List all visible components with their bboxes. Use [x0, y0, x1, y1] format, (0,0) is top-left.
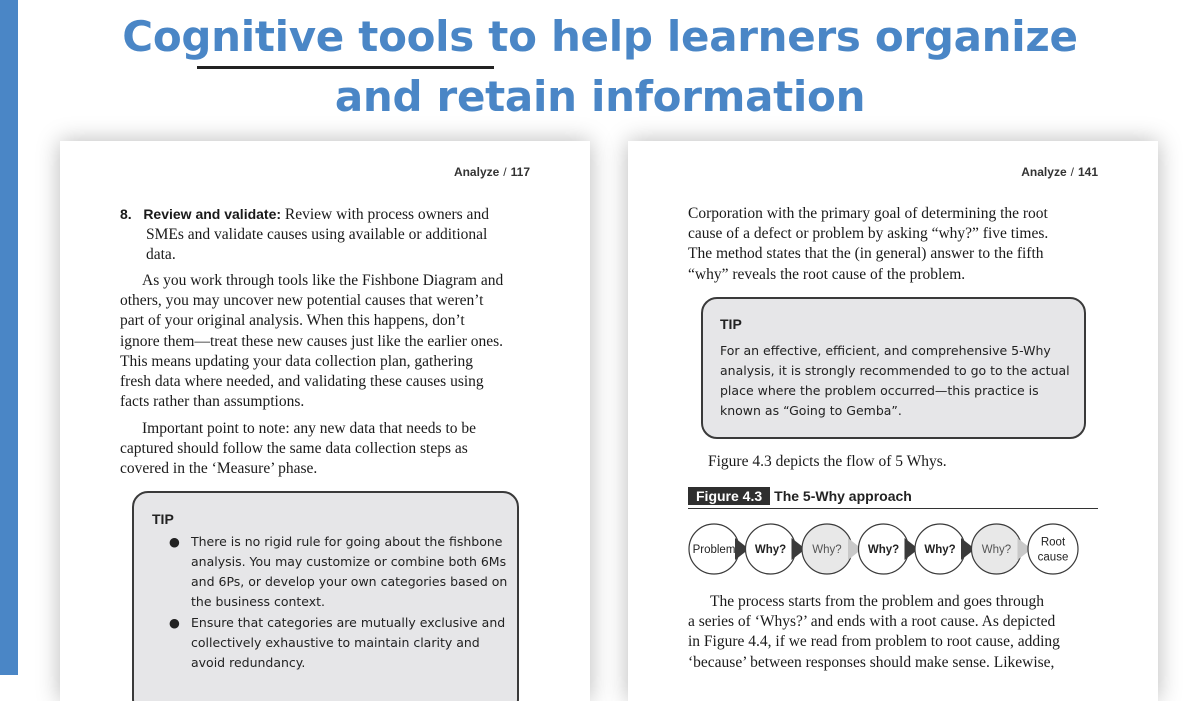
flow-node [859, 524, 909, 574]
tip-line: place where the problem occurred—this practice is [720, 383, 1039, 398]
text-line: Corporation with the primary goal of determining the root [688, 205, 1048, 222]
text-line: ‘because’ between responses should make sense. Likewise, [688, 653, 1055, 671]
paragraph-1 [120, 271, 560, 412]
figure-reference [708, 452, 1128, 472]
text-line: captured should follow the same data collection steps as [120, 440, 468, 458]
tip-line: known as “Going to Gemba”. [720, 403, 902, 418]
tip-line: Ensure that categories are mutually exclusive and [191, 615, 506, 630]
flow-node [1028, 524, 1078, 574]
book-page-right [628, 141, 1158, 701]
running-header-section: Analyze [453, 165, 500, 179]
tip-line: and 6Ps, or develop your own categories based on [191, 574, 508, 589]
flow-node-label: Why? [812, 544, 842, 556]
paragraph-3 [688, 592, 1128, 673]
item-text-line: Review with process owners and [281, 206, 489, 223]
figure-title: The 5-Why approach [774, 488, 912, 504]
bullet-dot-icon: ● [169, 534, 180, 549]
text-line: cause of a defect or problem by asking “why?” five times. [688, 225, 1049, 243]
flow-node-label: Why? [981, 544, 1012, 556]
item-number: 8. [120, 206, 132, 222]
tip-line: analysis, it is strongly recommended to go to the actual [720, 363, 1070, 378]
text-line: a series of ‘Whys?’ and ends with a root cause. As depicted [688, 613, 1056, 631]
flow-node-label: cause [1037, 551, 1069, 564]
flow-node-label: Why? [867, 544, 900, 556]
item-text-line: data. [146, 246, 176, 264]
text-line: fresh data where needed, and validating these causes using [120, 373, 484, 391]
tip-bullet [169, 613, 511, 673]
paragraph-2 [120, 419, 560, 480]
tip-title: TIP [720, 316, 742, 332]
flow-node-label: Why? [924, 544, 956, 556]
tip-line: avoid redundancy. [191, 655, 306, 670]
item-text-line: SMEs and validate causes using available or additional [146, 226, 488, 244]
text-line: covered in the ‘Measure’ phase. [120, 460, 318, 478]
item-heading: Review and validate: [143, 206, 282, 222]
flow-node [802, 524, 852, 574]
page-number: 117 [510, 165, 530, 179]
text-line: facts rather than assumptions. [120, 393, 305, 411]
tip-bullet-list [169, 532, 511, 673]
text-line: others, you may uncover new potential causes that weren’t [120, 292, 484, 310]
tip-line: the business context. [191, 594, 326, 609]
book-page-left [60, 141, 590, 701]
flow-node-label: Root [1040, 536, 1066, 549]
text-line: The method states that the (in general) answer to the fifth [688, 245, 1044, 263]
bullet-dot-icon: ● [169, 615, 180, 630]
tip-line: For an effective, efficient, and comprehensive 5-Why [720, 343, 1051, 358]
figure-caption [688, 487, 912, 505]
text-line: Figure 4.3 depicts the flow of 5 Whys. [708, 453, 947, 470]
text-line: As you work through tools like the Fishbone Diagram and [142, 272, 504, 289]
tip-box [701, 297, 1086, 439]
numbered-item-8 [120, 204, 560, 266]
tip-title: TIP [152, 511, 174, 527]
text-line: “why” reveals the root cause of the problem. [688, 265, 966, 283]
tip-text [720, 341, 1080, 421]
tip-bullet [169, 532, 511, 612]
text-line: ignore them—treat these new causes just like the earlier ones. [120, 332, 504, 350]
page-number: 141 [1077, 165, 1098, 179]
text-line: part of your original analysis. When this happens, don’t [120, 312, 465, 330]
text-line: This means updating your data collection plan, gathering [120, 352, 473, 370]
paragraph-continued [688, 204, 1128, 285]
figure-number: Figure 4.3 [688, 487, 770, 505]
flow-node [746, 524, 796, 574]
flow-node [972, 524, 1022, 574]
tip-line: analysis. You may customize or combine both 6Ms [191, 554, 507, 569]
text-line: in Figure 4.4, if we read from problem to root cause, adding [688, 633, 1060, 651]
flow-node-circle [1028, 524, 1078, 574]
flow-node [915, 524, 965, 574]
flow-node [689, 524, 739, 574]
text-line: The process starts from the problem and goes through [710, 593, 1045, 610]
slide-title-line1: Cognitive tools to help learners organize [122, 12, 1078, 61]
flow-node-label: Why? [754, 544, 787, 556]
running-header: Analyze / 141 [1021, 165, 1098, 179]
figure-rule [688, 508, 1098, 509]
slide-title-line2: and retain information [334, 72, 866, 121]
flow-node-label: Problem [692, 544, 736, 556]
tip-line: There is no rigid rule for going about the fishbone [191, 534, 503, 549]
running-header-section: Analyze [1021, 165, 1067, 179]
text-line: Important point to note: any new data that needs to be [142, 420, 477, 437]
title-underline [197, 66, 494, 69]
running-header: Analyze / 117 [453, 165, 530, 179]
tip-box [132, 491, 519, 701]
five-why-flow-diagram [688, 519, 1108, 579]
tip-line: collectively exhaustive to maintain clarity and [191, 635, 480, 650]
